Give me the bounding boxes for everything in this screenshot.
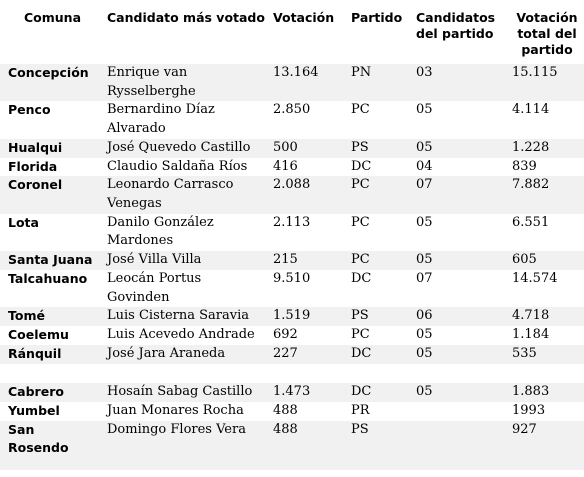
cell-votacion: 13.164	[267, 64, 345, 101]
cell-candidato: Leocán Portus Govinden	[107, 271, 202, 305]
cell-total: 7.882	[506, 176, 584, 213]
cell-votacion: 215	[267, 251, 345, 270]
table-row	[0, 307, 584, 326]
cell-partido: PS	[345, 421, 410, 470]
table-row	[0, 402, 584, 421]
cell-partido: PR	[351, 402, 370, 418]
table-row	[0, 270, 584, 307]
cell-partido: PC	[351, 102, 370, 118]
table-row	[0, 251, 584, 270]
cell-candidatos	[410, 402, 506, 421]
table-row	[0, 64, 584, 101]
table-row	[0, 345, 584, 364]
cell-votacion: 692	[273, 327, 298, 343]
cell-total: 6.551	[512, 214, 550, 230]
cell-partido: PC	[345, 176, 410, 213]
cell-partido: PS	[345, 139, 410, 158]
header-votacion: Votación	[273, 10, 335, 25]
cell-comuna: Tomé	[0, 307, 101, 326]
table-row	[0, 214, 584, 252]
cell-comuna: Coelemu	[8, 327, 69, 343]
cell-candidato: Bernardino Díaz Alvarado	[107, 102, 215, 136]
cell-candidato: José Jara Araneda	[101, 345, 267, 364]
cell-total: 1993	[512, 402, 546, 418]
cell-votacion: 1.473	[267, 383, 345, 402]
table-row	[0, 364, 584, 383]
cell-total: 4.718	[506, 307, 584, 326]
cell-total: 1.228	[506, 139, 584, 158]
cell-candidatos: 05	[410, 345, 506, 364]
cell-comuna	[0, 364, 101, 383]
cell-candidatos: 06	[410, 307, 506, 326]
cell-votacion: 2.088	[267, 176, 345, 213]
cell-total: 15.115	[506, 64, 584, 101]
cell-votacion	[267, 364, 345, 383]
cell-votacion: 416	[273, 158, 298, 174]
header-comuna: Comuna	[23, 10, 82, 25]
cell-partido: DC	[351, 271, 372, 287]
cell-total: 605	[506, 251, 584, 270]
cell-votacion: 488	[267, 421, 345, 470]
cell-total: 4.114	[512, 102, 550, 118]
cell-candidatos: 05	[410, 251, 506, 270]
cell-candidatos: 03	[410, 64, 506, 101]
table-row	[0, 421, 584, 470]
cell-candidato: José Villa Villa	[101, 251, 267, 270]
cell-comuna: Ránquil	[0, 345, 101, 364]
cell-votacion: 2.113	[273, 214, 311, 230]
cell-partido: PN	[345, 64, 410, 101]
cell-candidatos: 05	[410, 139, 506, 158]
cell-votacion: 488	[273, 402, 298, 418]
header-candidato: Candidato más votado	[107, 10, 265, 25]
cell-comuna: Penco	[8, 102, 51, 118]
cell-partido: PC	[345, 251, 410, 270]
cell-candidatos: 07	[416, 271, 433, 287]
table-row	[0, 139, 584, 158]
cell-total: 14.574	[512, 271, 558, 287]
cell-votacion: 500	[267, 139, 345, 158]
table-row	[0, 326, 584, 345]
cell-candidatos: 04	[416, 158, 433, 174]
cell-comuna: Lota	[8, 214, 39, 230]
table-row	[0, 101, 584, 139]
cell-comuna: Santa Juana	[0, 251, 101, 270]
cell-candidato	[101, 364, 267, 383]
cell-comuna: Yumbel	[8, 402, 60, 418]
cell-candidato: Leonardo Carrasco Venegas	[101, 176, 267, 213]
cell-candidatos: 07	[410, 176, 506, 213]
cell-candidato: Claudio Saldaña Ríos	[107, 158, 248, 174]
cell-partido: PS	[345, 307, 410, 326]
cell-total: 927	[506, 421, 584, 470]
cell-candidatos: 05	[410, 383, 506, 402]
cell-candidatos: 05	[416, 327, 433, 343]
cell-candidato: Luis Acevedo Andrade	[107, 327, 255, 343]
cell-candidato: Hosaín Sabag Castillo	[101, 383, 267, 402]
cell-votacion: 227	[267, 345, 345, 364]
cell-total	[506, 364, 584, 383]
header-partido: Partido	[351, 10, 403, 25]
cell-partido: PC	[351, 214, 370, 230]
cell-total: 1.883	[506, 383, 584, 402]
cell-partido: DC	[351, 158, 372, 174]
cell-comuna: Cabrero	[0, 383, 101, 402]
cell-partido: PC	[351, 327, 370, 343]
table-row	[0, 176, 584, 213]
cell-votacion: 9.510	[273, 271, 311, 287]
cell-candidato: José Quevedo Castillo	[101, 139, 267, 158]
table-row	[0, 383, 584, 402]
cell-total: 535	[506, 345, 584, 364]
cell-total: 1.184	[512, 327, 550, 343]
cell-comuna: Hualqui	[0, 139, 101, 158]
cell-candidatos	[410, 421, 506, 470]
cell-comuna: Concepción	[0, 64, 101, 101]
cell-votacion: 1.519	[267, 307, 345, 326]
table-row	[0, 158, 584, 177]
cell-candidatos: 05	[416, 102, 433, 118]
cell-partido: DC	[345, 345, 410, 364]
cell-total: 839	[512, 158, 537, 174]
header-candidatos: Candidatos del partido	[416, 10, 496, 41]
cell-candidato: Juan Monares Rocha	[107, 402, 244, 418]
cell-partido: DC	[345, 383, 410, 402]
cell-candidatos: 05	[416, 214, 433, 230]
cell-comuna: Florida	[8, 158, 58, 174]
cell-candidato: Domingo Flores Vera	[101, 421, 267, 470]
cell-candidato: Enrique van Rysselberghe	[101, 64, 267, 101]
cell-comuna: Talcahuano	[8, 271, 88, 287]
header-row	[0, 0, 584, 64]
cell-candidato: Danilo González Mardones	[107, 214, 214, 249]
cell-candidato: Luis Cisterna Saravia	[101, 307, 267, 326]
cell-comuna: San Rosendo	[0, 421, 101, 470]
header-total: Votación total del partido	[516, 10, 578, 57]
cell-comuna: Coronel	[0, 176, 101, 213]
cell-votacion: 2.850	[273, 102, 311, 118]
cell-candidatos	[410, 364, 506, 383]
cell-partido	[345, 364, 410, 383]
